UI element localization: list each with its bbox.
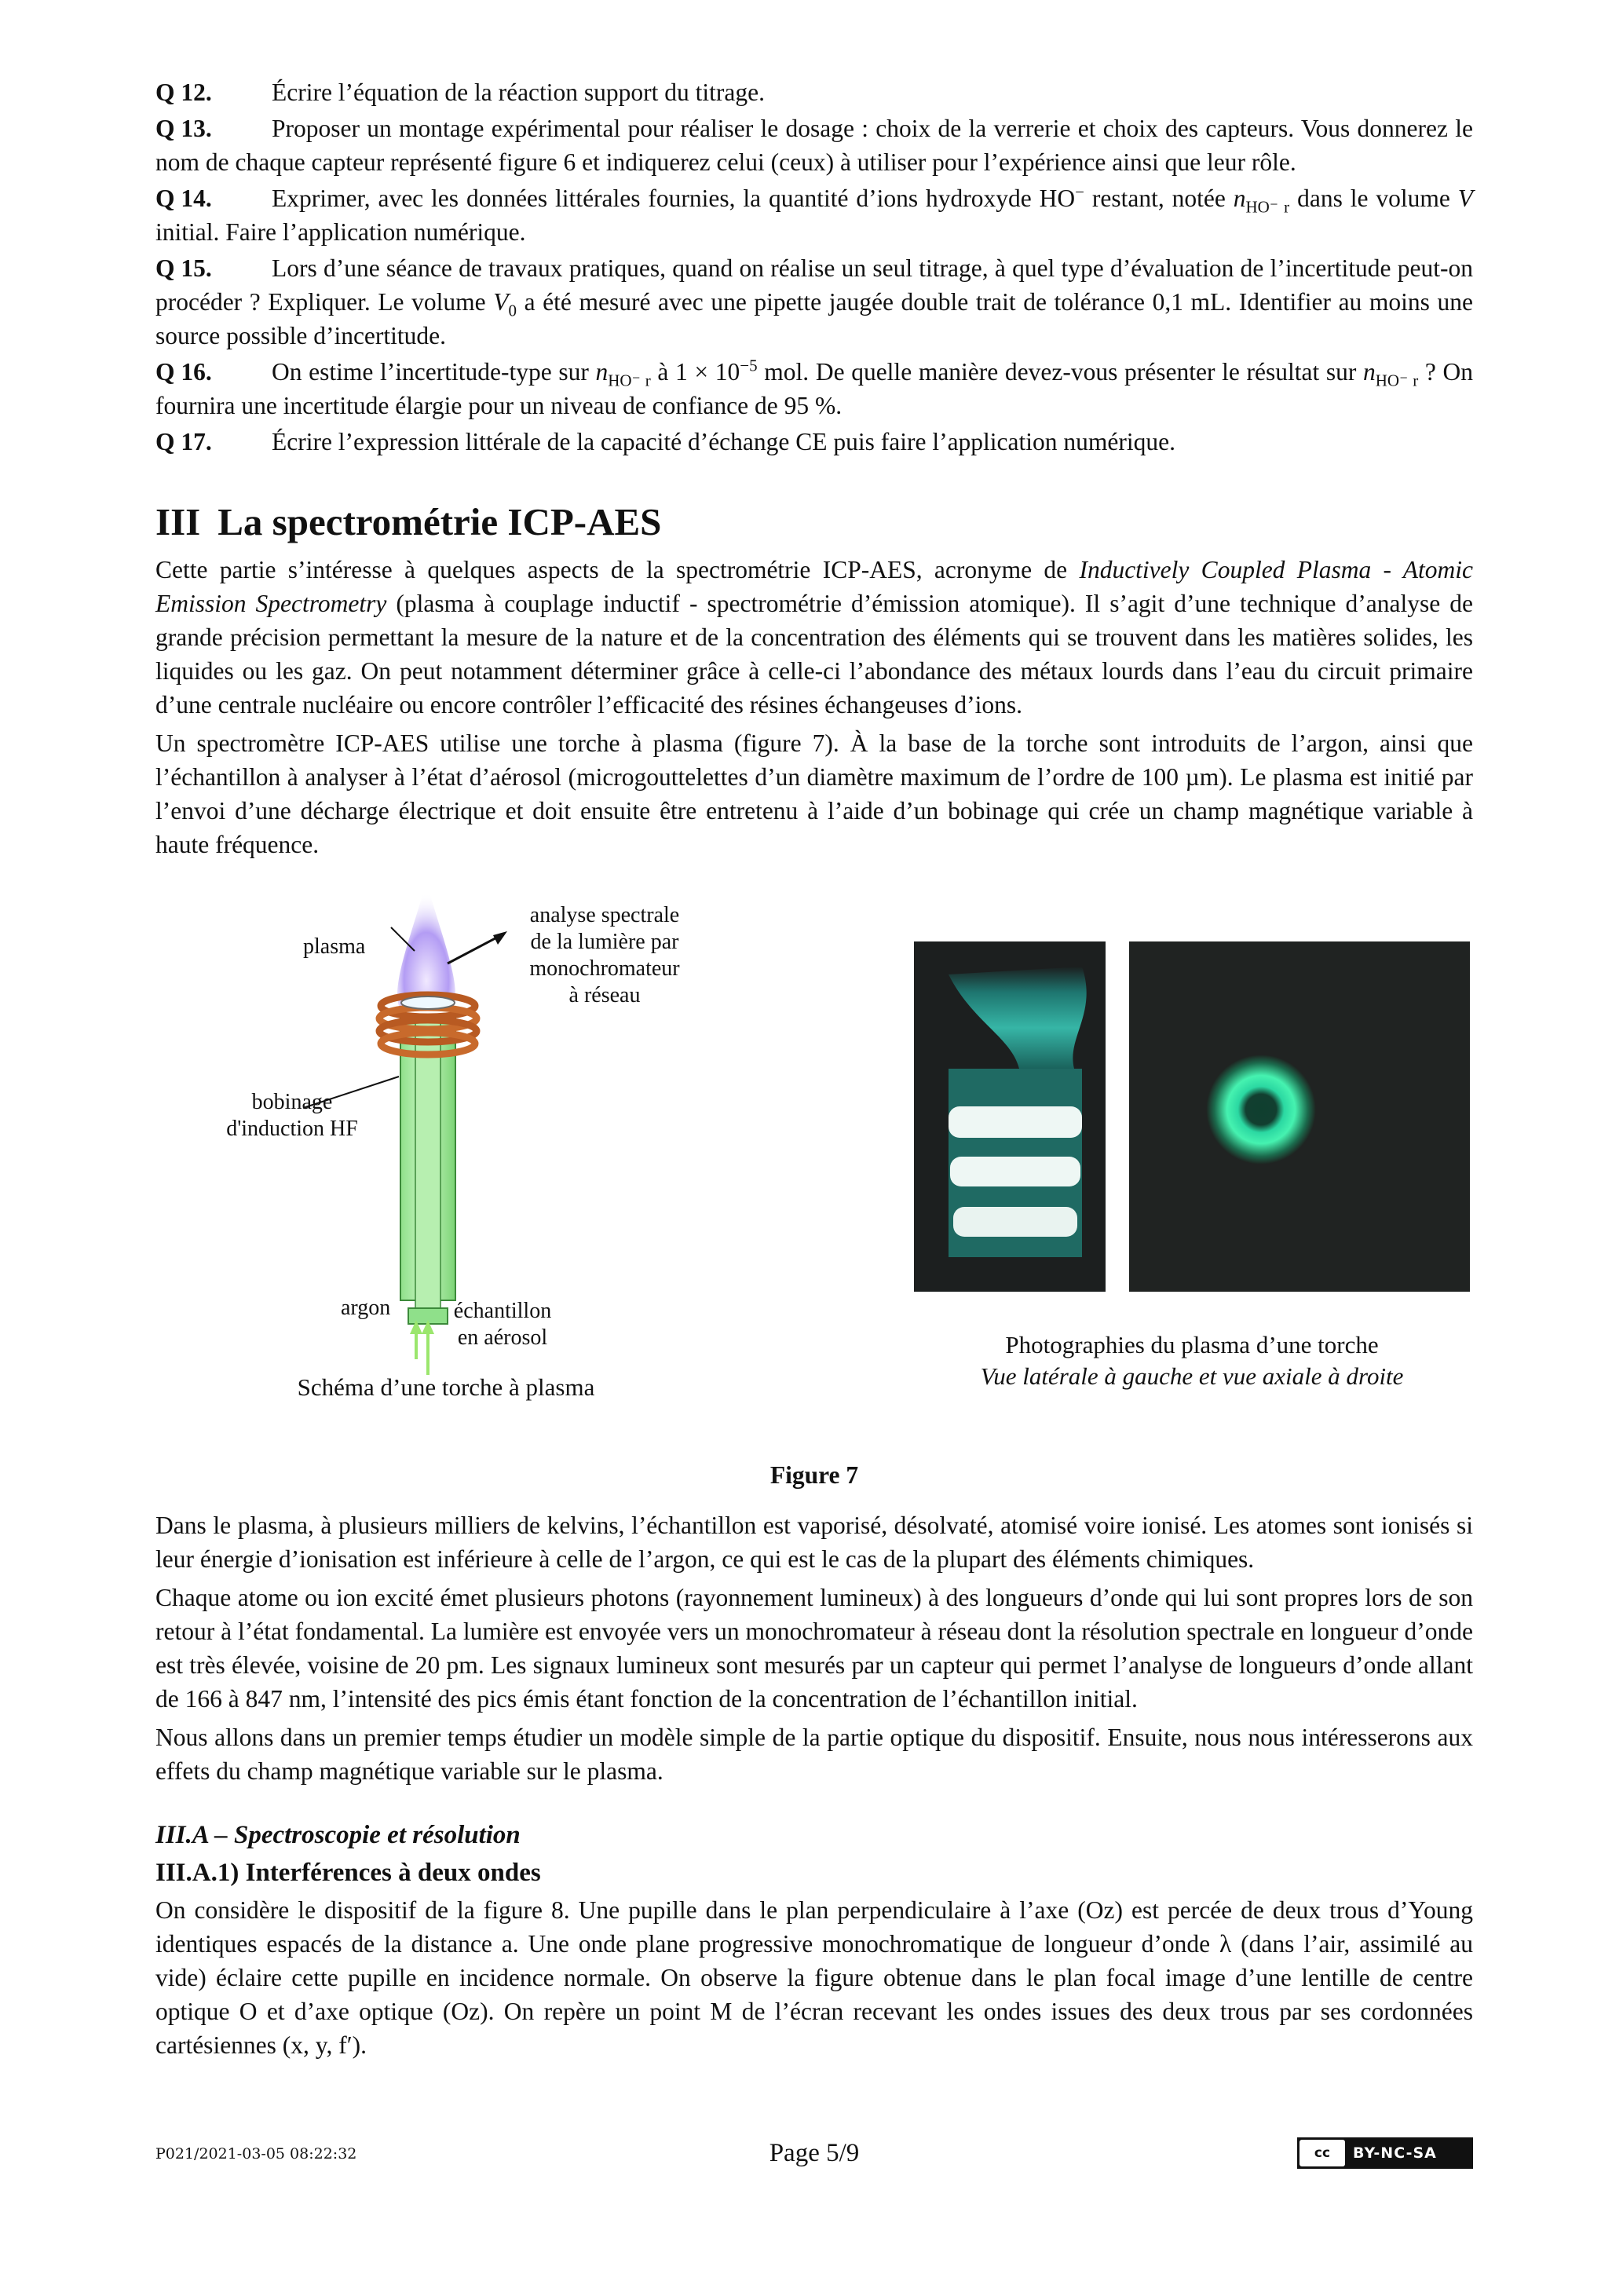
license-text: BY-NC-SA	[1353, 2144, 1437, 2162]
label-line: d'induction HF	[226, 1117, 358, 1141]
math-var: n	[595, 358, 609, 386]
math-var: V	[1457, 185, 1473, 212]
subscript: HO⁻ r	[1375, 371, 1419, 390]
figure-title: Figure 7	[769, 1461, 859, 1489]
question-text: Écrire l’équation de la réaction support du titrage.	[272, 79, 766, 106]
footer-id: P021/2021-03-05 08:22:32	[155, 2145, 357, 2163]
math-var: n	[1363, 358, 1376, 386]
question-12	[155, 75, 1473, 109]
superscript: −5	[740, 356, 758, 375]
caption-left: Schéma d’une torche à plasma	[297, 1373, 595, 1401]
side-coil-band-3	[953, 1207, 1077, 1237]
caption-right	[894, 1329, 1490, 1392]
question-text: initial. Faire l’application numérique.	[155, 218, 526, 246]
subsubsection-heading: III.A.1) Interférences à deux ondes	[155, 1859, 541, 1887]
question-text: dans le volume	[1289, 185, 1458, 212]
label-line: bobinage	[251, 1090, 333, 1114]
figure-7	[155, 880, 1473, 1508]
section-heading	[155, 499, 1473, 545]
question-text: a été mesuré avec une pipette jaugée double trait de tolérance 0,1 mL. Identifier au moins une source possible d’incertitude.	[155, 288, 1473, 349]
question-number: Q 17.	[155, 428, 212, 455]
paragraph-5: Nous allons dans un premier temps étudier un modèle simple de la partie optique du dispositif. Ensuite, nous nous intéresserons aux effets du champ magnétique variable sur le plasma.	[155, 1724, 1473, 1785]
question-14	[155, 181, 1473, 249]
caption-line: Photographies du plasma d’une torche	[1005, 1331, 1379, 1358]
section-paragraph-2: Un spectromètre ICP-AES utilise une torche à plasma (figure 7). À la base de la torche sont introduits de l’argon, ainsi que l’échantillon à analyser à l’état d’aérosol (microgouttelettes d’un diamètre maximum de l’ordre de 100 µm). Le plasma est initié par l’envoi d’une décharge électrique et doit ensuite être entretenu à l’aide d’un bobinage qui crée un champ magnétique variable à haute fréquence.	[155, 729, 1473, 858]
page-footer	[155, 2137, 1473, 2174]
question-number: Q 14.	[155, 185, 212, 212]
text: (plasma à couplage inductif - spectrométrie d’émission atomique). Il s’agit d’une technique d’analyse de grande précision permettant la mesure de la nature et de la concentration des éléments qui se trouvent dans les matières solides, les liquides ou les gaz. On peut notamment déterminer grâce à celle-ci l’abondance des métaux lourds dans l’eau du circuit primaire d’une centrale nucléaire ou encore contrôler l’efficacité des résines échangeuses d’ions.	[155, 590, 1473, 718]
question-text: On estime l’incertitude-type sur	[272, 358, 596, 386]
label-analysis	[510, 902, 699, 1009]
label-coil	[214, 1089, 371, 1143]
superscript: −	[1075, 182, 1084, 202]
side-coil-band-1	[949, 1106, 1082, 1138]
cc-icon: cc	[1299, 2140, 1345, 2166]
section-paragraph-1	[155, 553, 1473, 722]
question-number: Q 13.	[155, 115, 212, 142]
question-number: Q 15.	[155, 254, 212, 282]
axial-plasma-ring	[1206, 1055, 1316, 1164]
question-text: ? On fournira une incertitude élargie pour un niveau de confiance de 95 %.	[155, 358, 1473, 419]
question-text: à 1 × 10	[650, 358, 740, 386]
math-var: V	[493, 288, 509, 316]
question-text: Lors d’une séance de travaux pratiques, quand on réalise un seul titrage, à quel type d’évaluation de l’incertitude peut-on procéder ? Expliquer. Le volume	[155, 254, 1473, 316]
torch-mouth	[401, 996, 455, 1009]
question-text: Écrire l’expression littérale de la capacité d’échange CE puis faire l’application numérique.	[272, 428, 1175, 455]
question-13	[155, 112, 1473, 179]
question-16	[155, 355, 1473, 422]
section-title: La spectrométrie ICP-AES	[217, 500, 662, 543]
label-plasma: plasma	[303, 934, 366, 959]
paragraph-4: Chaque atome ou ion excité émet plusieurs photons (rayonnement lumineux) à des longueurs d’onde qui lui sont propres lors de son retour à l’état fondamental. La lumière est envoyée vers un monochromateur à réseau dont la résolution spectrale en longueur d’onde est très élevée, voisine de 20 pm. Les signaux lumineux sont mesurés par un capteur qui permet l’analyse de longueurs d’onde allant de 166 à 847 nm, l’intensité des pics émis étant fonction de la concentration de l’échantillon initial.	[155, 1584, 1473, 1713]
label-argon: argon	[341, 1296, 391, 1320]
analysis-arrow-head	[493, 931, 507, 945]
label-line: à réseau	[568, 983, 641, 1007]
label-line: échantillon	[453, 1299, 552, 1323]
question-number: Q 12.	[155, 79, 212, 106]
paragraph-6: On considère le dispositif de la figure 8. Une pupille dans le plan perpendiculaire à l’axe (Oz) est percée de deux trous d’Young identiques espacés de la distance a. Une onde plane progressive monochromatique de longueur d’onde λ (dans l’air, assimilé au vide) éclaire cette pupille en incidence normale. On observe la figure obtenue dans le plan focal image d’une lentille de centre optique O et d’axe optique (Oz). On repère un point M de l’écran recevant les ondes issues des deux trous par ses cordonnées cartésiennes (x, y, f′).	[155, 1896, 1473, 2059]
question-number: Q 16.	[155, 358, 212, 386]
question-text: Proposer un montage expérimental pour réaliser le dosage : choix de la verrerie et choix des capteurs. Vous donnerez le nom de chaque capteur représenté figure 6 et indiquerez celui (ceux) à utiliser pour l’expérience ainsi que leur rôle.	[155, 115, 1473, 176]
subscript: 0	[508, 301, 517, 320]
inner-tube	[415, 1018, 440, 1308]
label-line: monochromateur	[529, 956, 680, 981]
caption-emphasis: Vue latérale à gauche et vue axiale à droite	[980, 1362, 1404, 1390]
label-line: en aérosol	[457, 1325, 548, 1350]
question-15	[155, 251, 1473, 353]
subscript: HO⁻ r	[608, 371, 651, 390]
page-number: Page 5/9	[769, 2139, 860, 2167]
page-content	[155, 75, 1473, 2067]
question-text: restant, notée	[1084, 185, 1234, 212]
label-line: analyse spectrale	[529, 903, 680, 927]
section-number: III	[155, 500, 201, 543]
question-text: Exprimer, avec les données littérales fournies, la quantité d’ions hydroxyde HO	[272, 185, 1076, 212]
license-badge	[1297, 2137, 1473, 2169]
question-text: mol. De quelle manière devez-vous présenter le résultat sur	[757, 358, 1363, 386]
label-line: de la lumière par	[530, 930, 679, 954]
question-17	[155, 425, 1473, 459]
emphasis: Inductively Coupled Plasma - Atomic Emission Spectrometry	[155, 556, 1473, 617]
label-sample	[440, 1298, 565, 1351]
subscript: HO⁻ r	[1245, 197, 1290, 217]
text: Cette partie s’intéresse à quelques aspects de la spectrométrie ICP-AES, acronyme de	[155, 556, 1080, 583]
subsection-heading: III.A – Spectroscopie et résolution	[155, 1821, 521, 1849]
paragraph-3: Dans le plasma, à plusieurs milliers de kelvins, l’échantillon est vaporisé, désolvaté, atomisé voire ionisé. Les atomes sont ionisés si leur énergie d’ionisation est inférieure à celle de l’argon, ce qui est le cas de la plupart des éléments chimiques.	[155, 1512, 1473, 1573]
math-var: n	[1233, 185, 1246, 212]
side-coil-band-2	[950, 1157, 1080, 1186]
